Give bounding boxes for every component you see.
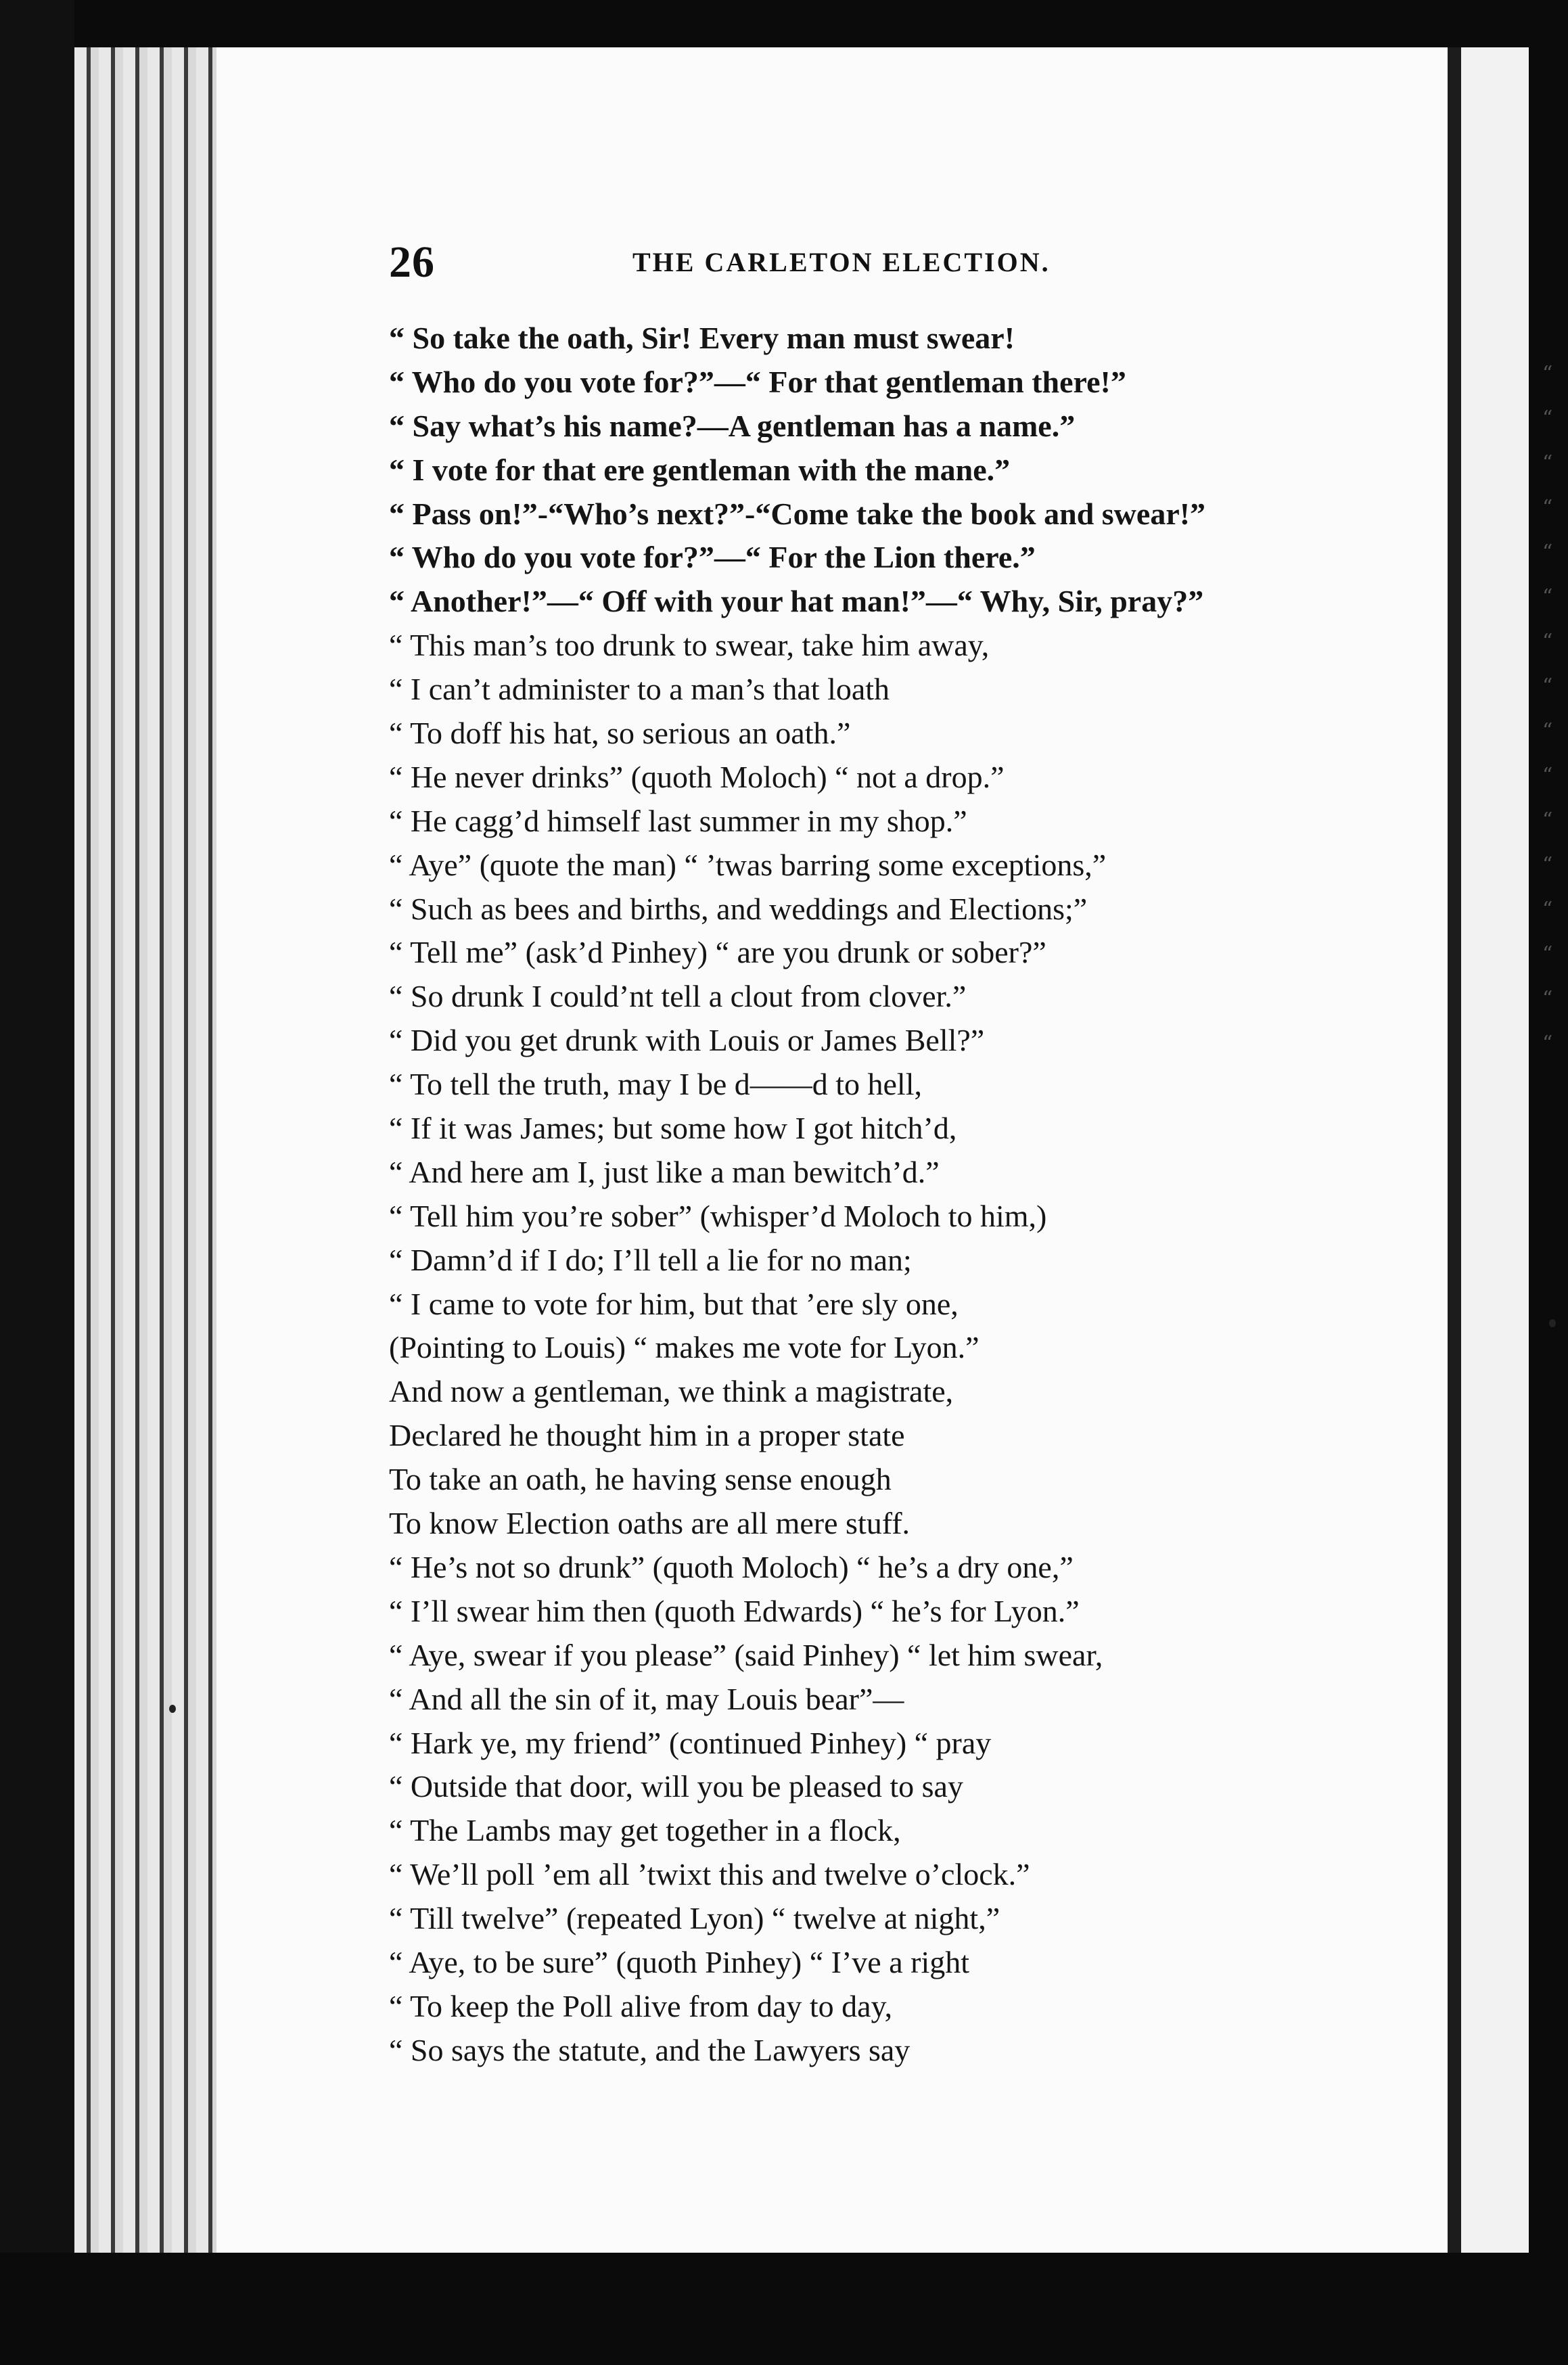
- poem-line: (Pointing to Louis) “ makes me vote for Lyon.”: [389, 1330, 979, 1365]
- poem-line: “ To doff his hat, so serious an oath.”: [389, 716, 851, 751]
- bottom-scan-border: [0, 2253, 1568, 2365]
- poem-line: “ And all the sin of it, may Louis bear”—: [389, 1681, 904, 1716]
- poem-line: “ Say what’s his name?—A gentleman has a name.”: [389, 408, 1076, 443]
- poem-line: “ I’ll swear him then (quoth Edwards) “ he’s for Lyon.”: [389, 1593, 1080, 1628]
- gutter-shadow: [1448, 47, 1461, 2253]
- poem-line: “ He’s not so drunk” (quoth Moloch) “ he’s a dry one,”: [389, 1549, 1074, 1584]
- poem-line: “ Who do you vote for?”—“ For the Lion there.”: [389, 540, 1036, 575]
- poem-line: “ If it was James; but some how I got hitch’d,: [389, 1111, 957, 1146]
- poem-line: “ So drunk I could’nt tell a clout from clover.”: [389, 979, 967, 1014]
- poem-line: “ He never drinks” (quoth Moloch) “ not a drop.”: [389, 759, 1005, 794]
- poem-line: “ The Lambs may get together in a flock,: [389, 1813, 901, 1848]
- poem-line: Declared he thought him in a proper state: [389, 1418, 905, 1453]
- poem-line: “ Aye, to be sure” (quoth Pinhey) “ I’ve a right: [389, 1944, 970, 1979]
- book-spine: [0, 0, 74, 2365]
- poem-line: “ Till twelve” (repeated Lyon) “ twelve at night,”: [389, 1901, 1000, 1936]
- poem-bold-block: [389, 317, 1370, 624]
- page-edges: [74, 47, 216, 2253]
- page-number: 26: [389, 237, 435, 287]
- poem-line: “ Did you get drunk with Louis or James Bell?”: [389, 1023, 985, 1058]
- ink-speck: [1549, 1319, 1556, 1327]
- poem-text: [389, 317, 1370, 2073]
- facing-page-bleed-through: “ “ “ “ “ “ “ “ “ “ “ “ “ “ “ “: [1542, 362, 1553, 1055]
- poem-line: And now a gentleman, we think a magistrate,: [389, 1374, 954, 1409]
- top-scan-border: [0, 0, 1568, 47]
- poem-line: “ Tell him you’re sober” (whisper’d Moloch to him,): [389, 1198, 1047, 1233]
- poem-line: “ Aye, swear if you please” (said Pinhey) “ let him swear,: [389, 1637, 1103, 1672]
- poem-line: “ Another!”—“ Off with your hat man!”—“ Why, Sir, pray?”: [389, 584, 1204, 619]
- poem-line: To know Election oaths are all mere stuff.: [389, 1506, 910, 1541]
- poem-line: “ He cagg’d himself last summer in my shop.”: [389, 803, 967, 838]
- ink-speck: [169, 1705, 176, 1713]
- poem-line: “ To keep the Poll alive from day to day,: [389, 1988, 893, 2023]
- poem-line: To take an oath, he having sense enough: [389, 1462, 892, 1497]
- page-header: [389, 237, 1201, 291]
- poem-line: “ So take the oath, Sir! Every man must swear!: [389, 321, 1015, 355]
- poem-line: “ I can’t administer to a man’s that loath: [389, 672, 890, 707]
- poem-line: “ And here am I, just like a man bewitch’d.”: [389, 1154, 940, 1189]
- poem-line: “ I vote for that ere gentleman with the mane.”: [389, 452, 1011, 487]
- poem-line: “ We’ll poll ’em all ’twixt this and twelve o’clock.”: [389, 1857, 1030, 1892]
- poem-line: “ I came to vote for him, but that ’ere sly one,: [389, 1286, 959, 1321]
- poem-line: “ This man’s too drunk to swear, take him away,: [389, 628, 990, 663]
- poem-line: “ Who do you vote for?”—“ For that gentleman there!”: [389, 364, 1126, 399]
- poem-line: “ Tell me” (ask’d Pinhey) “ are you drunk or sober?”: [389, 935, 1046, 970]
- poem-line: “ Outside that door, will you be pleased to say: [389, 1769, 963, 1804]
- poem-line: “ Hark ye, my friend” (continued Pinhey) “ pray: [389, 1725, 992, 1760]
- running-title: THE CARLETON ELECTION.: [632, 247, 1051, 277]
- poem-line: “ Pass on!”-“Who’s next?”-“Come take the book and swear!”: [389, 496, 1206, 531]
- poem-line: “ To tell the truth, may I be d——d to hell,: [389, 1067, 922, 1102]
- poem-line: “ Damn’d if I do; I’ll tell a lie for no man;: [389, 1242, 912, 1277]
- poem-line: “ Such as bees and births, and weddings and Elections;”: [389, 891, 1088, 926]
- poem-line: “ So says the statute, and the Lawyers say: [389, 2032, 910, 2067]
- poem-line: “ Aye” (quote the man) “ ’twas barring some exceptions,”: [389, 847, 1107, 882]
